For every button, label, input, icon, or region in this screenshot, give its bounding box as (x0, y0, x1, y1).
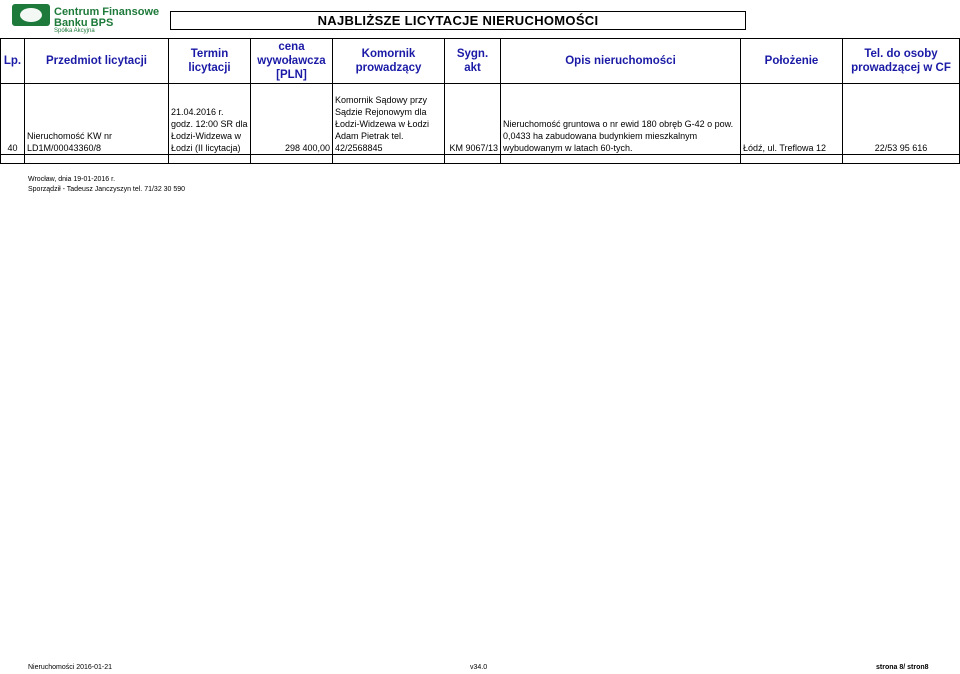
page-footer-version: v34.0 (470, 664, 488, 671)
auction-table (0, 38, 960, 164)
header-lp: Lp. (1, 39, 25, 84)
cell-lp: 40 (1, 84, 25, 155)
header-polozenie: Położenie (741, 39, 843, 84)
document-title: NAJBLIŻSZE LICYTACJE NIERUCHOMOŚCI (170, 11, 746, 30)
table-spacer-row (1, 155, 960, 164)
prepared-by: Sporządził - Tadeusz Janczyszyn tel. 71/32 30 590 (28, 186, 186, 193)
header-opis: Opis nieruchomości (501, 39, 741, 84)
page-footer-page-number: strona 8/ stron8 (876, 664, 929, 671)
logo-icon (12, 4, 50, 26)
cell-termin: 21.04.2016 r. godz. 12:00 SR dla Łodzi-Widzewa w Łodzi (II licytacja) (169, 84, 251, 155)
table-header-row (1, 39, 960, 84)
page-footer-left: Nieruchomości 2016-01-21 (28, 664, 113, 671)
logo-line-2: Banku BPS (54, 17, 114, 29)
cell-sygn: KM 9067/13 (445, 84, 501, 155)
cell-opis: Nieruchomość gruntowa o nr ewid 180 obręb G-42 o pow. 0,0433 ha zabudowana budynkiem mieszkalnym wybudowanym w latach 60-tych. (501, 84, 741, 155)
logo-line-1: Centrum Finansowe (54, 6, 160, 18)
place-date: Wrocław, dnia 19-01-2016 r. (28, 176, 116, 183)
cell-polozenie: Łódź, ul. Treflowa 12 (741, 84, 843, 155)
header-sygn: Sygn. akt (445, 39, 501, 84)
cell-tel: 22/53 95 616 (843, 84, 960, 155)
logo-line-3: Spółka Akcyjna (54, 28, 95, 34)
header-przedmiot: Przedmiot licytacji (25, 39, 169, 84)
company-logo (12, 4, 162, 34)
cell-przedmiot: Nieruchomość KW nr LD1M/00043360/8 (25, 84, 169, 155)
header-cena: cena wywoławcza [PLN] (251, 39, 333, 84)
table-row (1, 84, 960, 155)
header-tel: Tel. do osoby prowadzącej w CF (843, 39, 960, 84)
header-komornik: Komornik prowadzący (333, 39, 445, 84)
cell-komornik: Komornik Sądowy przy Sądzie Rejonowym dla Łodzi-Widzewa w Łodzi Adam Pietrak tel. 42/2568845 (333, 84, 445, 155)
header-termin: Termin licytacji (169, 39, 251, 84)
cell-cena: 298 400,00 (251, 84, 333, 155)
